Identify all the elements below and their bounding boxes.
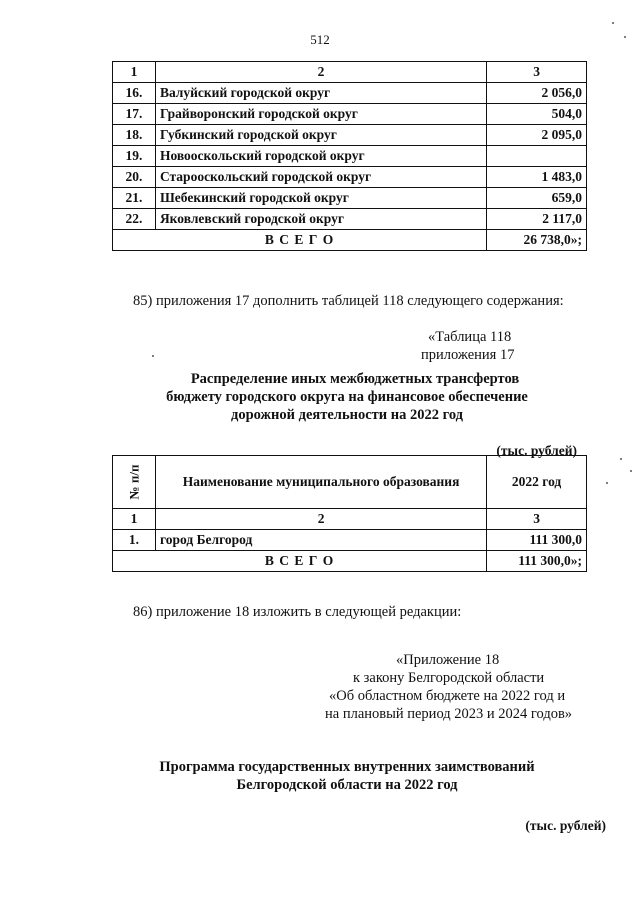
- header-cell: 2: [155, 62, 486, 83]
- table-row: [113, 83, 587, 104]
- municipality-name: Шебекинский городской округ: [155, 188, 486, 209]
- appendix-18-line3: «Об областном бюджете на 2022 год и: [329, 688, 566, 704]
- total-label: В С Е Г О: [113, 230, 487, 251]
- col-year-header: 2022 год: [487, 456, 587, 509]
- table-row: [113, 167, 587, 188]
- row-number: 19.: [113, 146, 156, 167]
- paragraph-86: 86) приложение 18 изложить в следующей редакции:: [133, 604, 462, 620]
- index-cell: 1: [113, 509, 156, 530]
- program-title-line2: Белгородской области на 2022 год: [236, 777, 458, 793]
- amount: 1 483,0: [487, 167, 587, 188]
- table-118-ref-line1: «Таблица 118: [428, 329, 512, 345]
- table-118-title-line1: Распределение иных межбюджетных трансфертов: [190, 371, 520, 387]
- units-label: (тыс. рублей): [525, 818, 606, 833]
- total-value: 26 738,0»;: [487, 230, 587, 251]
- scan-speck: [152, 355, 154, 357]
- row-number: 1.: [113, 530, 156, 551]
- row-number: 16.: [113, 83, 156, 104]
- paragraph-85: 85) приложения 17 дополнить таблицей 118 следующего содержания:: [133, 293, 564, 309]
- table-header-row: [113, 456, 587, 509]
- row-number: 17.: [113, 104, 156, 125]
- table-118-title-line3: дорожной деятельности на 2022 год: [231, 407, 463, 423]
- col-number-label: № п/п: [125, 464, 141, 500]
- col-name-header: Наименование муниципального образования: [155, 456, 486, 509]
- table-row: [113, 209, 587, 230]
- scan-speck: [630, 470, 632, 472]
- municipality-name: Валуйский городской округ: [155, 83, 486, 104]
- index-row: [113, 509, 587, 530]
- col-number-header: [113, 456, 156, 509]
- table-118: [112, 455, 587, 572]
- table-row: [113, 530, 587, 551]
- total-value: 111 300,0»;: [487, 551, 587, 572]
- scan-speck: [612, 22, 614, 24]
- total-row: [113, 551, 587, 572]
- municipality-name: Губкинский городской округ: [155, 125, 486, 146]
- municipality-name: Новооскольский городской округ: [155, 146, 486, 167]
- scan-speck: [624, 36, 626, 38]
- table-row: [113, 146, 587, 167]
- scan-speck: [620, 458, 622, 460]
- municipality-name: Грайворонский городской округ: [155, 104, 486, 125]
- index-cell: 2: [155, 509, 486, 530]
- table-row: [113, 188, 587, 209]
- row-number: 18.: [113, 125, 156, 146]
- table-118-ref-line2: приложения 17: [421, 347, 515, 363]
- row-number: 20.: [113, 167, 156, 188]
- table-row: [113, 125, 587, 146]
- table-row: [113, 104, 587, 125]
- budget-table-continued: [112, 61, 587, 251]
- amount: 111 300,0: [487, 530, 587, 551]
- page-number: 512: [310, 32, 330, 47]
- municipality-name: Яковлевский городской округ: [155, 209, 486, 230]
- scan-speck: [606, 482, 608, 484]
- municipality-name: город Белгород: [155, 530, 486, 551]
- total-label: В С Е Г О: [113, 551, 487, 572]
- table-header-row: [113, 62, 587, 83]
- row-number: 21.: [113, 188, 156, 209]
- amount: [487, 146, 587, 167]
- appendix-18-line1: «Приложение 18: [396, 652, 500, 668]
- units-label: (тыс. рублей): [496, 443, 577, 458]
- index-cell: 3: [487, 509, 587, 530]
- total-row: [113, 230, 587, 251]
- table-118-title-line2: бюджету городского округа на финансовое обеспечение: [166, 389, 528, 405]
- appendix-18-line4: на плановый период 2023 и 2024 годов»: [325, 706, 573, 722]
- header-cell: 3: [487, 62, 587, 83]
- header-cell: 1: [113, 62, 156, 83]
- appendix-18-line2: к закону Белгородской области: [353, 670, 545, 686]
- amount: 2 056,0: [487, 83, 587, 104]
- municipality-name: Старооскольский городской округ: [155, 167, 486, 188]
- amount: 2 117,0: [487, 209, 587, 230]
- amount: 504,0: [487, 104, 587, 125]
- program-title-line1: Программа государственных внутренних заимствований: [159, 759, 535, 775]
- amount: 659,0: [487, 188, 587, 209]
- row-number: 22.: [113, 209, 156, 230]
- amount: 2 095,0: [487, 125, 587, 146]
